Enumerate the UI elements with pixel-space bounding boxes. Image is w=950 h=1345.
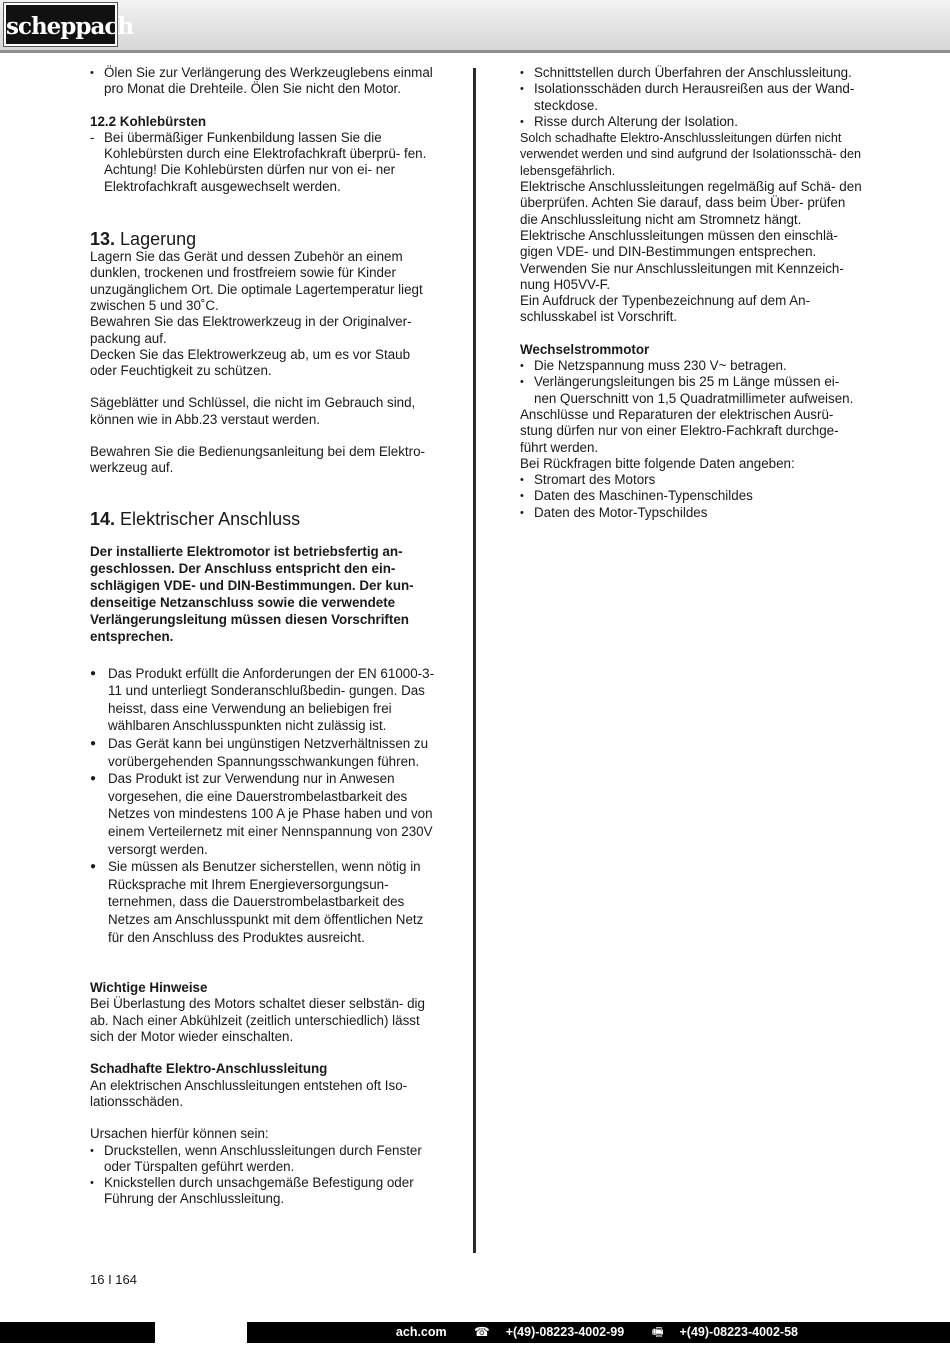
- wechselstrom-title: Wechselstrommotor: [520, 341, 650, 357]
- ursachen-item: • Knickstellen durch unsachgemäße Befestigung oder Führung der Anschlussleitung.: [90, 1175, 435, 1208]
- daten-item: • Stromart des Motors: [520, 472, 865, 488]
- footer-fax: +(49)-08223-4002-58: [679, 1325, 798, 1339]
- right-p5: Ein Aufdruck der Typenbezeichnung auf dem An- schlusskabel ist Vorschrift.: [520, 293, 811, 325]
- page-number: 16 I 164: [90, 1272, 137, 1287]
- section-14-title: Elektrischer Anschluss: [120, 508, 301, 529]
- section-14-bullet: ● Das Gerät kann bei ungünstigen Netzverhältnissen zu vorübergehenden Spannungsschwankungen führen.: [90, 735, 435, 770]
- section-12-2-title: 12.2 Kohlebürsten: [90, 113, 207, 129]
- footer-logo-area: [155, 1322, 247, 1343]
- page-footer: [0, 1322, 950, 1343]
- right-p4: Verwenden Sie nur Anschlussleitungen mit Kennzeich- nung H05VV-F.: [520, 260, 844, 292]
- section-14-bullet: ● Sie müssen als Benutzer sicherstellen, wenn nötig in Rücksprache mit Ihrem Energieversorgungsun- ternehmen, dass die Dauerstrombelastbarkeit des Netzes am Anschlusspunkt mit dem öffentlichen Netz für den Anschluss des Produktes ausreicht.: [90, 858, 435, 946]
- section-12-2-item: - Bei übermäßiger Funkenbildung lassen Sie die Kohlebürsten durch eine Elektrofachkraft überprü- fen. Achtung! Die Kohlebürsten dürfen nur von ei- ner Elektrofachkraft ausgewechselt werden.: [90, 130, 435, 195]
- ursachen-item: • Risse durch Alterung der Isolation.: [520, 114, 865, 130]
- section-13-title: Lagerung: [120, 229, 197, 250]
- section-13-p3: Decken Sie das Elektrowerkzeug ab, um es vor Staub oder Feuchtigkeit zu schützen.: [90, 346, 411, 379]
- ursachen-item: • Isolationsschäden durch Herausreißen aus der Wand- steckdose.: [520, 81, 865, 114]
- page-header: [0, 0, 950, 53]
- hinweise-text: Bei Überlastung des Motors schaltet dieser selbstän- dig ab. Nach einer Abkühlzeit (zeitlich unterschiedlich) lässt sich der Motor wieder einschalten.: [90, 996, 425, 1045]
- section-13-p1: Lagern Sie das Gerät und dessen Zubehör an einem dunklen, trockenen und frostfreiem sowie für Kinder unzugänglichem Ort. Die optimale Lagertemperatur liegt zwischen 5 und 30˚C.: [90, 249, 423, 313]
- section-14-bullet: ● Das Produkt erfüllt die Anforderungen der EN 61000-3-11 und unterliegt Sonderanschlußbedin- gungen. Das heisst, dass eine Verwendung an beliebigen frei wählbaren Anschlusspunkten nicht zulässig ist.: [90, 665, 435, 735]
- daten-item: • Daten des Motor-Typschildes: [520, 505, 865, 521]
- section-13-p5: Bewahren Sie die Bedienungsanleitung bei dem Elektro- werkzeug auf.: [90, 444, 425, 476]
- left-column: [90, 65, 435, 1208]
- section-14-intro: Der installierte Elektromotor ist betriebsfertig an- geschlossen. Der Anschluss entspricht den ein- schlägigen VDE- und DIN-Bestimmungen. Der kun- denseitige Netzanschluss sowie die verwendete Verlängerungsleitung müssen diesen Vorschriften entsprechen.: [90, 543, 414, 644]
- column-divider: [473, 68, 476, 1253]
- right-p1: Solch schadhafte Elektro-Anschlussleitungen dürfen nicht verwendet werden und sind aufgrund der Isolationsschä- den lebensgefährlich.: [520, 131, 861, 178]
- wechselstrom-item: • Verlängerungsleitungen bis 25 m Länge müssen ei- nen Querschnitt von 1,5 Quadratmillimeter aufweisen.: [520, 374, 865, 407]
- footer-phone: +(49)-08223-4002-99: [505, 1325, 625, 1339]
- section-14-bullet: ● Das Produkt ist zur Verwendung nur in Anwesen vorgesehen, die eine Dauerstrombelastbarkeit des Netzes von mindestens 100 A je Phase haben und von einem Verteilernetz mit einer Nennspannung von 230V versorgt werden.: [90, 770, 435, 858]
- ursachen-label: Ursachen hierfür können sein:: [90, 1126, 269, 1142]
- footer-web: ach.com: [395, 1325, 447, 1339]
- fax-icon: 🖷: [651, 1325, 664, 1339]
- wechselstrom-item: • Die Netzspannung muss 230 V~ betragen.: [520, 358, 865, 374]
- ursachen-item: • Druckstellen, wenn Anschlussleitungen durch Fenster oder Türspalten geführt werden.: [90, 1143, 435, 1176]
- right-p2: Elektrische Anschlussleitungen regelmäßig auf Schä- den überprüfen. Achten Sie darauf, dass beim Über- prüfen die Anschlussleitung nicht am Stromnetz hängt.: [520, 179, 862, 227]
- right-p7: Bei Rückfragen bitte folgende Daten angeben:: [520, 455, 795, 471]
- section-13-p2: Bewahren Sie das Elektrowerkzeug in der Originalver- packung auf.: [90, 314, 412, 346]
- section-13-p4: Sägeblätter und Schlüssel, die nicht im Gebrauch sind, können wie in Abb.23 verstaut werden.: [90, 395, 416, 427]
- footer-contact: [384, 1322, 798, 1343]
- section-14-number: 14.: [90, 508, 116, 529]
- schadhafte-title: Schadhafte Elektro-Anschlussleitung: [90, 1061, 328, 1077]
- daten-item: • Daten des Maschinen-Typenschildes: [520, 488, 865, 504]
- section-13-number: 13.: [90, 229, 116, 250]
- right-column: [520, 65, 865, 521]
- oil-bullet: • Ölen Sie zur Verlängerung des Werkzeuglebens einmal pro Monat die Drehteile. Ölen Sie nicht den Motor.: [90, 65, 435, 98]
- hinweise-title: Wichtige Hinweise: [90, 980, 208, 996]
- section-13-heading: [90, 229, 435, 249]
- scheppach-logo: scheppach: [4, 3, 117, 46]
- right-p3: Elektrische Anschlussleitungen müssen den einschlä- gigen VDE- und DIN-Bestimmungen entsprechen.: [520, 227, 838, 260]
- schadhafte-text: An elektrischen Anschlussleitungen entstehen oft Iso- lationsschäden.: [90, 1077, 408, 1109]
- right-p6: Anschlüsse und Reparaturen der elektrischen Ausrü- stung dürfen nur von einer Elektro-Fachkraft durchge- führt werden.: [520, 406, 839, 455]
- ursachen-item: • Schnittstellen durch Überfahren der Anschlussleitung.: [520, 65, 865, 81]
- telephone-icon: ☎: [474, 1325, 490, 1339]
- section-14-heading: [90, 509, 435, 529]
